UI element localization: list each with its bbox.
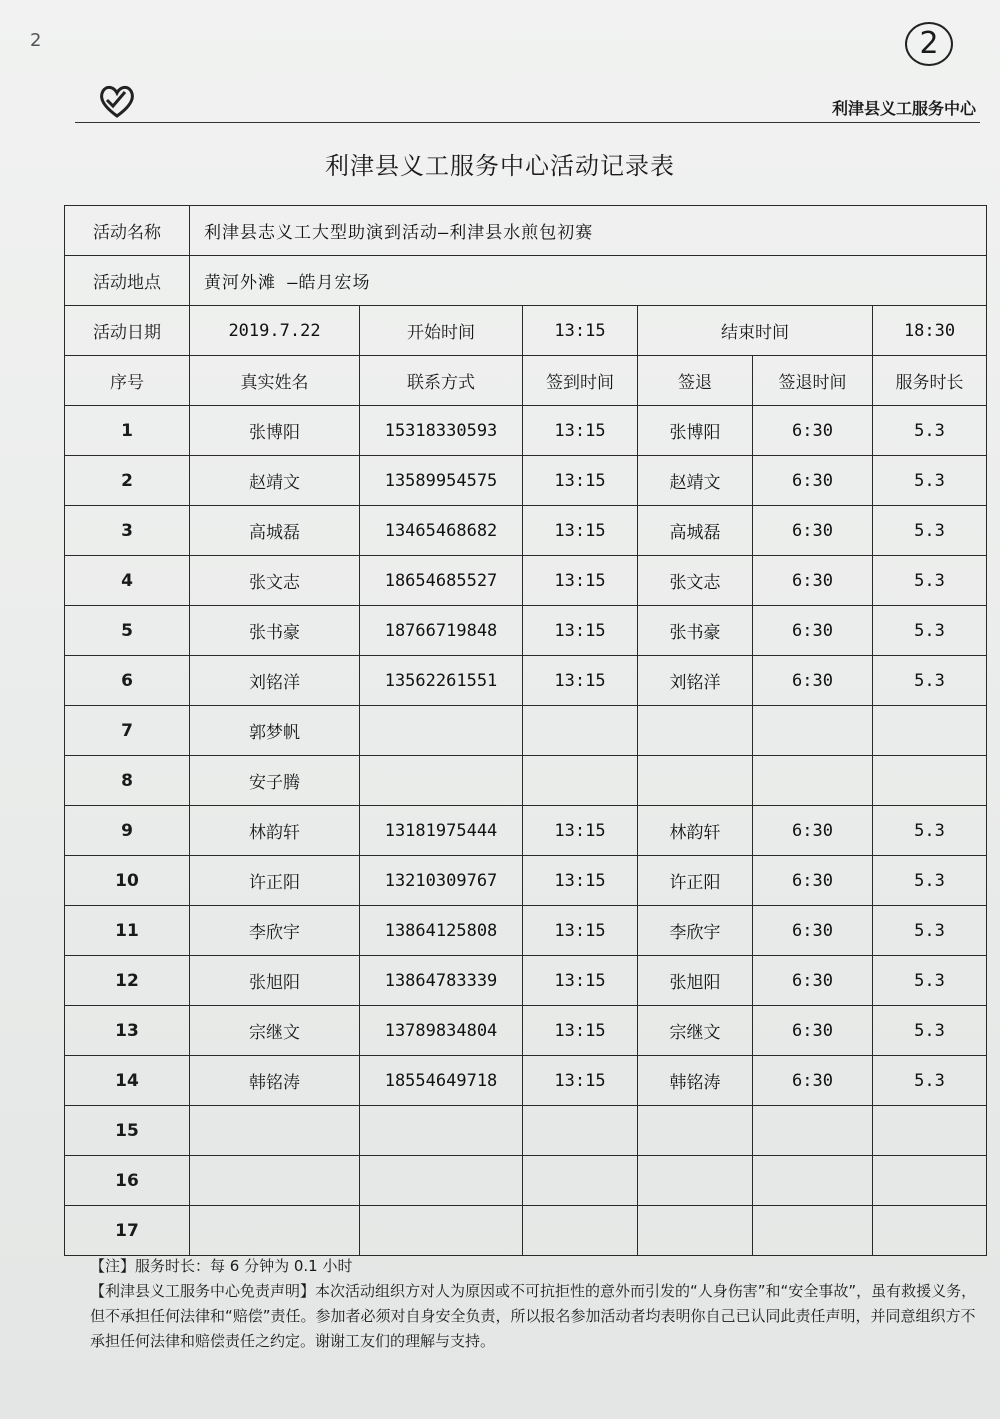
heart-hands-logo-icon <box>95 78 139 122</box>
row-checkin: 13:15 <box>523 906 638 956</box>
row-checkout: 6:30 <box>753 506 873 556</box>
row-checkin: 13:15 <box>523 1056 638 1106</box>
row-number: 9 <box>65 806 190 856</box>
row-checkin: 13:15 <box>523 556 638 606</box>
row-signature: 高城磊 <box>638 506 753 556</box>
row-hours <box>873 706 987 756</box>
row-hours: 5.3 <box>873 856 987 906</box>
row-phone: 13589954575 <box>360 456 523 506</box>
table-row <box>65 956 987 1006</box>
row-name <box>190 1106 360 1156</box>
table-row <box>65 906 987 956</box>
row-number: 1 <box>65 406 190 456</box>
row-number: 10 <box>65 856 190 906</box>
row-name: 张博阳 <box>190 406 360 456</box>
row-checkout: 6:30 <box>753 906 873 956</box>
row-name: 安子腾 <box>190 756 360 806</box>
page-number-circle: 2 <box>905 22 953 66</box>
row-name <box>190 1156 360 1206</box>
row-checkin: 13:15 <box>523 1006 638 1056</box>
col-header-checkout: 签退时间 <box>753 356 873 406</box>
row-checkout: 6:30 <box>753 806 873 856</box>
row-name: 张文志 <box>190 556 360 606</box>
row-checkin: 13:15 <box>523 856 638 906</box>
row-name: 张书豪 <box>190 606 360 656</box>
service-hours-note: 【注】服务时长：每 6 分钟为 0.1 小时 <box>90 1257 353 1275</box>
activity-record-table <box>64 205 987 1256</box>
row-signature: 张文志 <box>638 556 753 606</box>
row-number: 2 <box>65 456 190 506</box>
row-phone <box>360 1106 523 1156</box>
row-signature: 林韵轩 <box>638 806 753 856</box>
end-time-label: 结束时间 <box>638 306 873 356</box>
table-row <box>65 656 987 706</box>
table-row <box>65 706 987 756</box>
row-name: 林韵轩 <box>190 806 360 856</box>
table-row <box>65 406 987 456</box>
col-header-phone: 联系方式 <box>360 356 523 406</box>
end-time-value: 18:30 <box>873 306 987 356</box>
row-number: 15 <box>65 1106 190 1156</box>
row-hours <box>873 1156 987 1206</box>
row-checkout: 6:30 <box>753 656 873 706</box>
row-name: 刘铭洋 <box>190 656 360 706</box>
row-phone <box>360 706 523 756</box>
table-row <box>65 1006 987 1056</box>
start-time-value: 13:15 <box>523 306 638 356</box>
table-row <box>65 1106 987 1156</box>
row-checkin: 13:15 <box>523 456 638 506</box>
row-checkout: 6:30 <box>753 856 873 906</box>
activity-place-row <box>65 256 987 306</box>
disclaimer-text: 【利津县义工服务中心免责声明】本次活动组织方对人为原因或不可抗拒性的意外而引发的“人身伤害”和“安全事故”，虽有救援义务，但不承担任何法律和“赔偿”责任。参加者必须对自身安全负责，所以报名参加活动者均表明你自己已认同此责任声明，并同意组织方不承担任何法律和赔偿责任之约定。谢谢工友们的理解与支持。 <box>90 1282 977 1350</box>
row-phone: 13181975444 <box>360 806 523 856</box>
row-number: 3 <box>65 506 190 556</box>
row-name: 宗继文 <box>190 1006 360 1056</box>
row-name: 赵靖文 <box>190 456 360 506</box>
col-header-sign: 签退 <box>638 356 753 406</box>
row-checkin <box>523 1206 638 1256</box>
row-phone: 13562261551 <box>360 656 523 706</box>
row-hours: 5.3 <box>873 456 987 506</box>
row-name <box>190 1206 360 1256</box>
row-number: 13 <box>65 1006 190 1056</box>
row-number: 5 <box>65 606 190 656</box>
col-header-checkin: 签到时间 <box>523 356 638 406</box>
activity-date-row <box>65 306 987 356</box>
table-row <box>65 1156 987 1206</box>
table-row <box>65 456 987 506</box>
row-hours: 5.3 <box>873 506 987 556</box>
activity-date-label: 活动日期 <box>65 306 190 356</box>
row-checkin <box>523 1106 638 1156</box>
row-checkout: 6:30 <box>753 456 873 506</box>
row-checkout: 6:30 <box>753 956 873 1006</box>
row-number: 16 <box>65 1156 190 1206</box>
row-checkout: 6:30 <box>753 1006 873 1056</box>
row-checkin: 13:15 <box>523 806 638 856</box>
row-hours: 5.3 <box>873 806 987 856</box>
row-phone: 18654685527 <box>360 556 523 606</box>
row-signature <box>638 1206 753 1256</box>
row-name: 许正阳 <box>190 856 360 906</box>
row-checkin: 13:15 <box>523 656 638 706</box>
row-signature: 张博阳 <box>638 406 753 456</box>
table-row <box>65 606 987 656</box>
row-hours: 5.3 <box>873 956 987 1006</box>
row-hours: 5.3 <box>873 656 987 706</box>
activity-name-value: 利津县志义工大型助演到活动—利津县水煎包初赛 <box>190 206 987 256</box>
row-number: 6 <box>65 656 190 706</box>
row-checkout: 6:30 <box>753 556 873 606</box>
row-phone: 13864125808 <box>360 906 523 956</box>
row-checkout <box>753 706 873 756</box>
header-divider <box>75 122 980 123</box>
activity-place-value: 黄河外滩 —皓月宏场 <box>190 256 987 306</box>
row-signature: 韩铭涛 <box>638 1056 753 1106</box>
row-signature <box>638 756 753 806</box>
row-phone: 13789834804 <box>360 1006 523 1056</box>
row-signature <box>638 1156 753 1206</box>
row-number: 11 <box>65 906 190 956</box>
row-name: 李欣宇 <box>190 906 360 956</box>
row-number: 4 <box>65 556 190 606</box>
row-phone: 13864783339 <box>360 956 523 1006</box>
col-header-hours: 服务时长 <box>873 356 987 406</box>
activity-name-row <box>65 206 987 256</box>
row-phone: 15318330593 <box>360 406 523 456</box>
row-name: 郭梦帆 <box>190 706 360 756</box>
row-checkout <box>753 1106 873 1156</box>
row-phone <box>360 756 523 806</box>
row-name: 韩铭涛 <box>190 1056 360 1106</box>
row-number: 17 <box>65 1206 190 1256</box>
row-checkin <box>523 1156 638 1206</box>
row-name: 高城磊 <box>190 506 360 556</box>
corner-mark: 2 <box>30 30 42 51</box>
row-hours <box>873 1106 987 1156</box>
row-number: 12 <box>65 956 190 1006</box>
row-number: 14 <box>65 1056 190 1106</box>
activity-place-label: 活动地点 <box>65 256 190 306</box>
row-checkin: 13:15 <box>523 956 638 1006</box>
row-signature: 张书豪 <box>638 606 753 656</box>
row-checkout: 6:30 <box>753 1056 873 1106</box>
table-row <box>65 1056 987 1106</box>
row-signature: 刘铭洋 <box>638 656 753 706</box>
row-hours: 5.3 <box>873 906 987 956</box>
row-signature: 许正阳 <box>638 856 753 906</box>
row-checkin <box>523 706 638 756</box>
row-hours: 5.3 <box>873 1006 987 1056</box>
row-checkin: 13:15 <box>523 506 638 556</box>
activity-date-value: 2019.7.22 <box>190 306 360 356</box>
col-header-name: 真实姓名 <box>190 356 360 406</box>
row-signature: 宗继文 <box>638 1006 753 1056</box>
row-checkout <box>753 1156 873 1206</box>
row-hours: 5.3 <box>873 1056 987 1106</box>
row-phone <box>360 1156 523 1206</box>
row-phone: 13465468682 <box>360 506 523 556</box>
row-checkin: 13:15 <box>523 606 638 656</box>
col-header-no: 序号 <box>65 356 190 406</box>
table-row <box>65 856 987 906</box>
row-checkin <box>523 756 638 806</box>
row-phone: 18766719848 <box>360 606 523 656</box>
row-hours <box>873 756 987 806</box>
row-hours: 5.3 <box>873 606 987 656</box>
table-row <box>65 506 987 556</box>
row-signature: 赵靖文 <box>638 456 753 506</box>
row-name: 张旭阳 <box>190 956 360 1006</box>
start-time-label: 开始时间 <box>360 306 523 356</box>
page-title: 利津县义工服务中心活动记录表 <box>325 152 675 180</box>
row-signature: 张旭阳 <box>638 956 753 1006</box>
row-checkout: 6:30 <box>753 606 873 656</box>
row-checkin: 13:15 <box>523 406 638 456</box>
org-header: 利津县义工服务中心 <box>831 99 976 118</box>
row-signature <box>638 1106 753 1156</box>
row-hours: 5.3 <box>873 556 987 606</box>
row-checkout <box>753 756 873 806</box>
row-checkout <box>753 1206 873 1256</box>
activity-name-label: 活动名称 <box>65 206 190 256</box>
row-signature: 李欣宇 <box>638 906 753 956</box>
volunteer-rows <box>65 406 987 1256</box>
column-header-row <box>65 356 987 406</box>
row-checkout: 6:30 <box>753 406 873 456</box>
table-row <box>65 806 987 856</box>
row-phone: 18554649718 <box>360 1056 523 1106</box>
row-hours: 5.3 <box>873 406 987 456</box>
row-signature <box>638 706 753 756</box>
table-row <box>65 1206 987 1256</box>
row-number: 8 <box>65 756 190 806</box>
row-hours <box>873 1206 987 1256</box>
row-phone: 13210309767 <box>360 856 523 906</box>
table-row <box>65 556 987 606</box>
row-phone <box>360 1206 523 1256</box>
row-number: 7 <box>65 706 190 756</box>
footer-notes <box>90 1254 980 1354</box>
table-row <box>65 756 987 806</box>
